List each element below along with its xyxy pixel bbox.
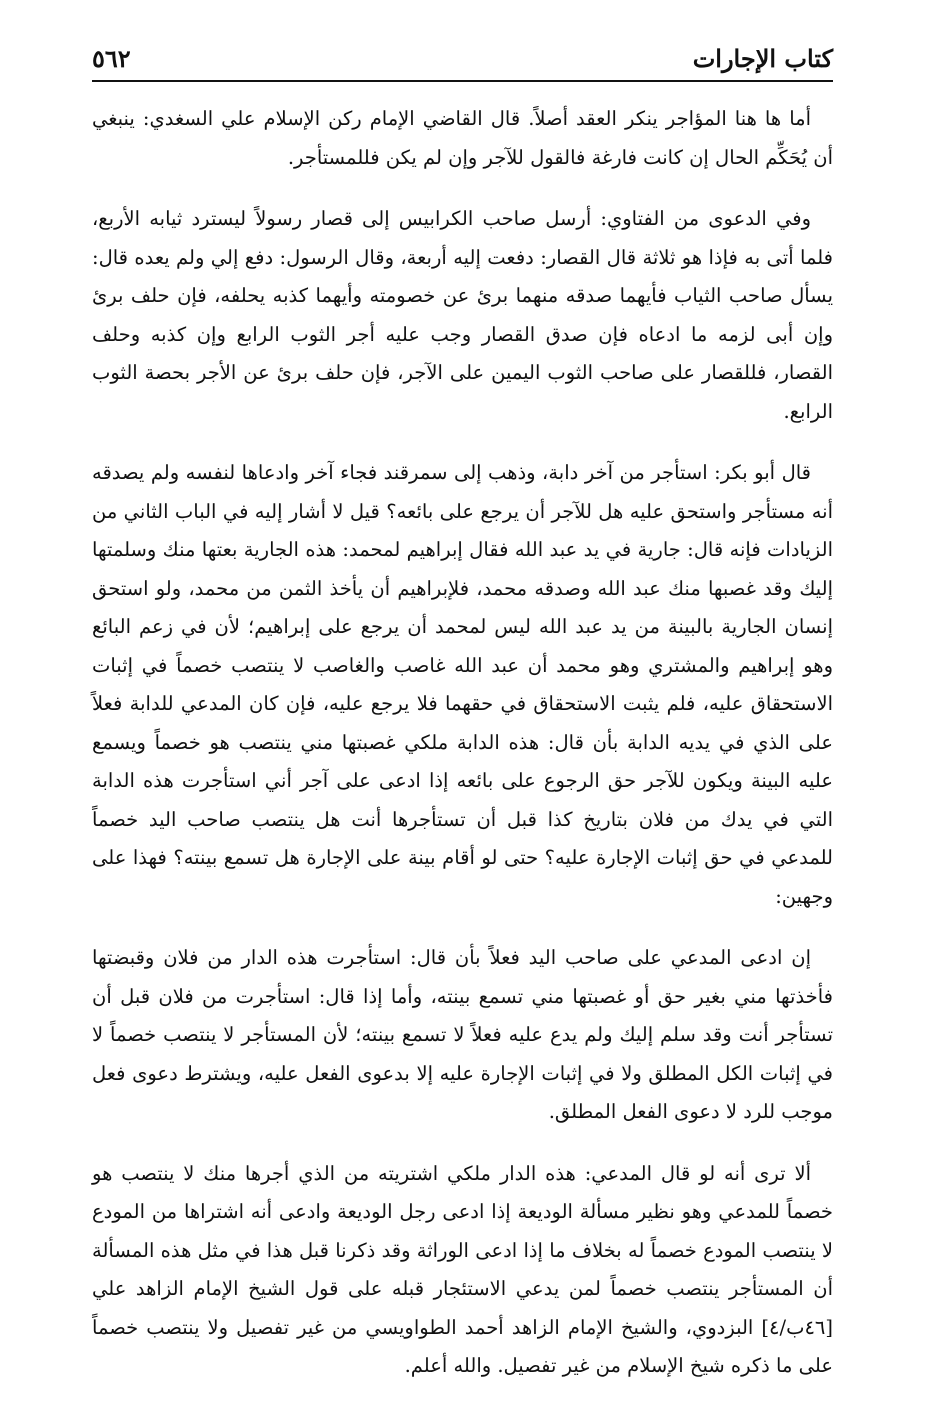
- paragraph-2: وفي الدعوى من الفتاوي: أرسل صاحب الكرابيس إلى قصار رسولاً ليسترد ثيابه الأربع، فلما أتى به فإذا هو ثلاثة قال القصار: دفعت إليه أربعة، وقال الرسول: دفع إلي ولم يعده قال: يسأل صاحب الثياب فأيهما صدقه منهما برئ عن خصومته وأيهما كذبه يحلفه، فإن حلف برئ وإن أبى لزمه ما ادعاه فإن صدق القصار وجب عليه أجر الثوب الرابع وإن كذبه وحلف القصار، فللقصار على صاحب الثوب اليمين على الآجر، فإن حلف برئ عن الأجر بحصة الثوب الرابع.: [92, 207, 833, 423]
- paragraph-4: إن ادعى المدعي على صاحب اليد فعلاً بأن قال: استأجرت هذه الدار من فلان وقبضتها فأخذتها مني بغير حق أو غصبتها مني تسمع بينته، وأما إذا قال: استأجرت من فلان قبل أن تستأجر أنت وقد سلم إليك ولم يدع عليه فعلاً لا تسمع بينته؛ لأن المستأجر لا ينتصب خصماً لا في إثبات الكل المطلق ولا في إثبات الإجارة عليه إلا بدعوى الفعل عليه، ويشترط دعوى فعل موجب للرد لا دعوى الفعل المطلق.: [92, 946, 833, 1123]
- page-number: ٥٦٢: [92, 44, 131, 73]
- page-header: [92, 36, 833, 82]
- paragraph-3: قال أبو بكر: استأجر من آخر دابة، وذهب إلى سمرقند فجاء آخر وادعاها لنفسه ولم يصدقه أنه مستأجر واستحق عليه هل للآجر أن يرجع على بائعه؟ قيل لا أشار إليه في الباب الثاني من الزيادات فإنه قال: جارية في يد عبد الله فقال إبراهيم لمحمد: هذه الجارية بعتها منك وسلمتها إليك وقد غصبها منك عبد الله وصدقه محمد، فلإبراهيم أن يأخذ الثمن من محمد، ولو استحق إنسان الجارية بالبينة من يد عبد الله ليس لمحمد أن يرجع على إبراهيم؛ لأن في زعم البائع وهو إبراهيم والمشتري وهو محمد أن عبد الله غاصب والغاصب لا ينتصب خصماً في إثبات الاستحقاق عليه، فلم يثبت الاستحقاق في حقهما فلا يرجع عليه، فإن كان المدعي للدابة فعلاً على الذي في يديه الدابة بأن قال: هذه الدابة ملكي غصبتها مني ينتصب هو خصماً ويسمع عليه البينة ويكون للآجر حق الرجوع على بائعه إذا ادعى على آجر أني استأجرت هذه الدابة التي في يدك من فلان بتاريخ كذا قبل أن تستأجرها أنت هل ينتصب صاحب اليد خصماً للمدعي في حق إثبات الإجارة عليه؟ حتى لو أقام بينة على الإجارة هل تسمع بينته؟ فهذا على وجهين:: [92, 461, 833, 908]
- page-body: [92, 100, 833, 1409]
- paragraph-5: ألا ترى أنه لو قال المدعي: هذه الدار ملكي اشتريته من الذي أجرها منك لا ينتصب هو خصماً للمدعي وهو نظير مسألة الوديعة إذا ادعى رجل الوديعة وادعى أنه اشتراها من المودع لا ينتصب المودع خصماً له بخلاف ما إذا ادعى الوراثة وقد ذكرنا قبل هذا في مثل هذه المسألة أن المستأجر ينتصب خصماً لمن يدعي الاستئجار قبله على قول الشيخ الإمام الزاهد علي [٤٦ب/٤] البزدوي، والشيخ الإمام الزاهد أحمد الطواويسي من غير تفصيل ولا ينتصب خصماً على ما ذكره شيخ الإسلام من غير تفصيل. والله أعلم.: [92, 1161, 833, 1377]
- book-title: كتاب الإجارات: [692, 44, 833, 73]
- paragraph-1: أما ها هنا المؤاجر ينكر العقد أصلاً. قال القاضي الإمام ركن الإسلام علي السغدي: ينبغي أن يُحَكِّم الحال إن كانت فارغة فالقول للآجر وإن لم يكن فللمستأجر.: [92, 107, 833, 169]
